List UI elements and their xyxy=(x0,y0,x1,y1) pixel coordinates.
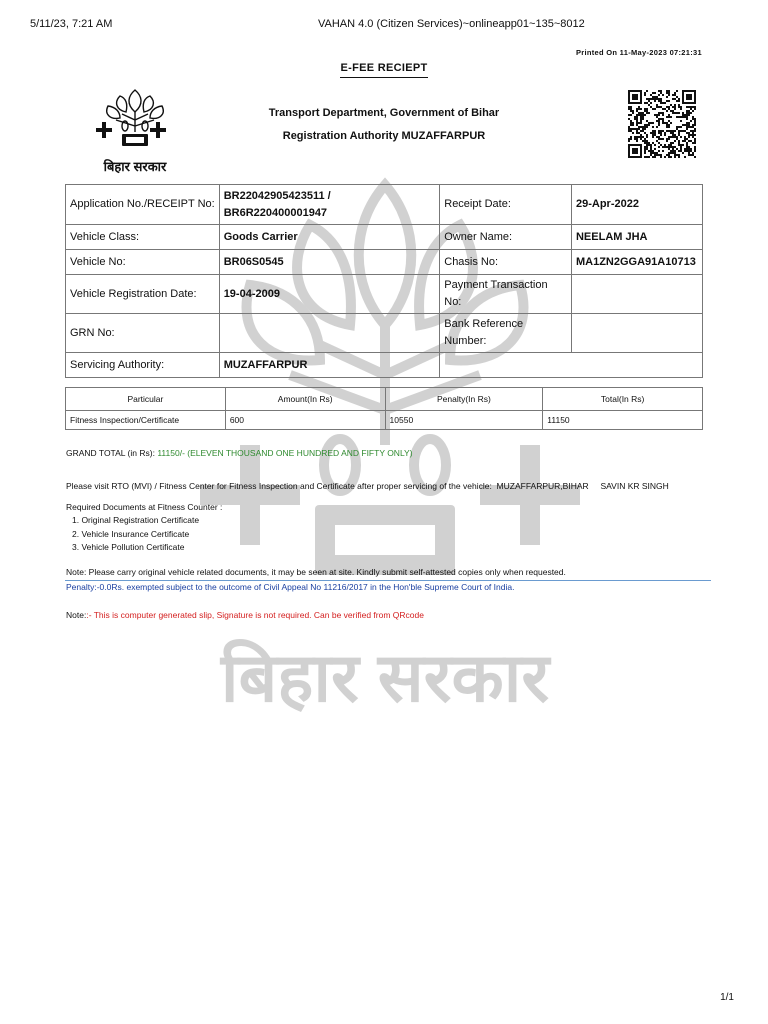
computer-generated-note xyxy=(66,610,424,620)
receipt-date-value: 29-Apr-2022 xyxy=(571,185,702,225)
fee-table-header xyxy=(66,388,703,411)
visit-text: Please visit RTO (MVI) / Fitness Center for Fitness Inspection and Certificate after proper servicing of the vehicle: xyxy=(66,481,492,491)
payment-transaction-label: Payment Transaction No: xyxy=(440,275,572,314)
list-item: 1. Original Registration Certificate xyxy=(72,515,200,525)
visit-instruction xyxy=(66,481,669,491)
table-row xyxy=(66,225,703,250)
verification-qr-code xyxy=(628,90,696,158)
vehicle-class-label: Vehicle Class: xyxy=(66,225,220,250)
servicing-authority-label: Servicing Authority: xyxy=(66,353,220,378)
page-number: 1/1 xyxy=(720,992,734,1003)
bank-reference-value xyxy=(571,314,702,353)
watermark-caption: बिहार सरकार xyxy=(220,640,550,716)
note-carry-documents: Note: Please carry original vehicle related documents, it may be seen at site. Kindly submit self-attested copies only when requested. xyxy=(66,567,566,577)
print-page-title: VAHAN 4.0 (Citizen Services)~onlineapp01~135~8012 xyxy=(318,18,585,30)
column-header-penalty: Penalty(In Rs) xyxy=(385,388,543,411)
empty-cell xyxy=(440,353,703,378)
penalty-note: Penalty:-0.0Rs. exempted subject to the outcome of Civil Appeal No 11216/2017 in the Hon'ble Supreme Court of India. xyxy=(66,582,515,592)
required-docs-title: Required Documents at Fitness Counter : xyxy=(66,502,223,512)
table-row xyxy=(66,250,703,275)
grn-no-label: GRN No: xyxy=(66,314,220,353)
divider xyxy=(65,580,711,581)
fee-table xyxy=(65,387,703,430)
vehicle-info-table xyxy=(65,184,703,378)
emblem-caption: बिहार सरकार xyxy=(103,159,167,174)
owner-name-value: NEELAM JHA xyxy=(571,225,702,250)
grand-total xyxy=(66,448,413,458)
vehicle-no-label: Vehicle No: xyxy=(66,250,220,275)
table-row xyxy=(66,314,703,353)
registration-date-label: Vehicle Registration Date: xyxy=(66,275,220,314)
chasis-no-label: Chasis No: xyxy=(440,250,572,275)
table-row xyxy=(66,185,703,225)
note-label: Note: xyxy=(66,610,87,620)
visit-officer: SAVIN KR SINGH xyxy=(600,481,669,491)
chasis-no-value: MA1ZN2GGA91A10713 xyxy=(571,250,702,275)
receipt-title: E-FEE RECIEPT xyxy=(0,62,768,74)
list-item: 2. Vehicle Insurance Certificate xyxy=(72,529,190,539)
note-text: :- This is computer generated slip, Signature is not required. Can be verified from QRcode xyxy=(86,610,424,620)
vehicle-class-value: Goods Carrier xyxy=(219,225,440,250)
bihar-emblem xyxy=(92,82,178,174)
grand-total-value: 11150/- (ELEVEN THOUSAND ONE HUNDRED AND FIFTY ONLY) xyxy=(157,448,413,458)
fee-particular: Fitness Inspection/Certificate xyxy=(66,411,226,430)
list-item: 3. Vehicle Pollution Certificate xyxy=(72,542,185,552)
department-name: Transport Department, Government of Bihar xyxy=(268,107,500,119)
servicing-authority-value: MUZAFFARPUR xyxy=(219,353,440,378)
column-header-particular: Particular xyxy=(66,388,226,411)
fee-total: 11150 xyxy=(543,411,703,430)
grn-no-value xyxy=(219,314,440,353)
bank-reference-label: Bank Reference Number: xyxy=(440,314,572,353)
vehicle-no-value: BR06S0545 xyxy=(219,250,440,275)
owner-name-label: Owner Name: xyxy=(440,225,572,250)
print-datetime: 5/11/23, 7:21 AM xyxy=(30,18,113,30)
receipt-date-label: Receipt Date: xyxy=(440,185,572,225)
grand-total-label: GRAND TOTAL (in Rs): xyxy=(66,448,155,458)
printed-on: Printed On 11-May-2023 07:21:31 xyxy=(575,48,702,57)
payment-transaction-value xyxy=(571,275,702,314)
application-no-label: Application No./RECEIPT No: xyxy=(66,185,220,225)
visit-location: MUZAFFARPUR,BIHAR xyxy=(496,481,589,491)
fee-amount: 600 xyxy=(225,411,385,430)
column-header-amount: Amount(In Rs) xyxy=(225,388,385,411)
table-row xyxy=(66,275,703,314)
registration-date-value: 19-04-2009 xyxy=(219,275,440,314)
table-row xyxy=(66,411,703,430)
registration-authority: Registration Authority MUZAFFARPUR xyxy=(282,130,486,142)
application-no-value: BR22042905423511 / BR6R220400001947 xyxy=(219,185,440,225)
column-header-total: Total(In Rs) xyxy=(543,388,703,411)
qr-code-icon xyxy=(628,90,696,158)
table-row xyxy=(66,353,703,378)
fee-penalty: 10550 xyxy=(385,411,543,430)
